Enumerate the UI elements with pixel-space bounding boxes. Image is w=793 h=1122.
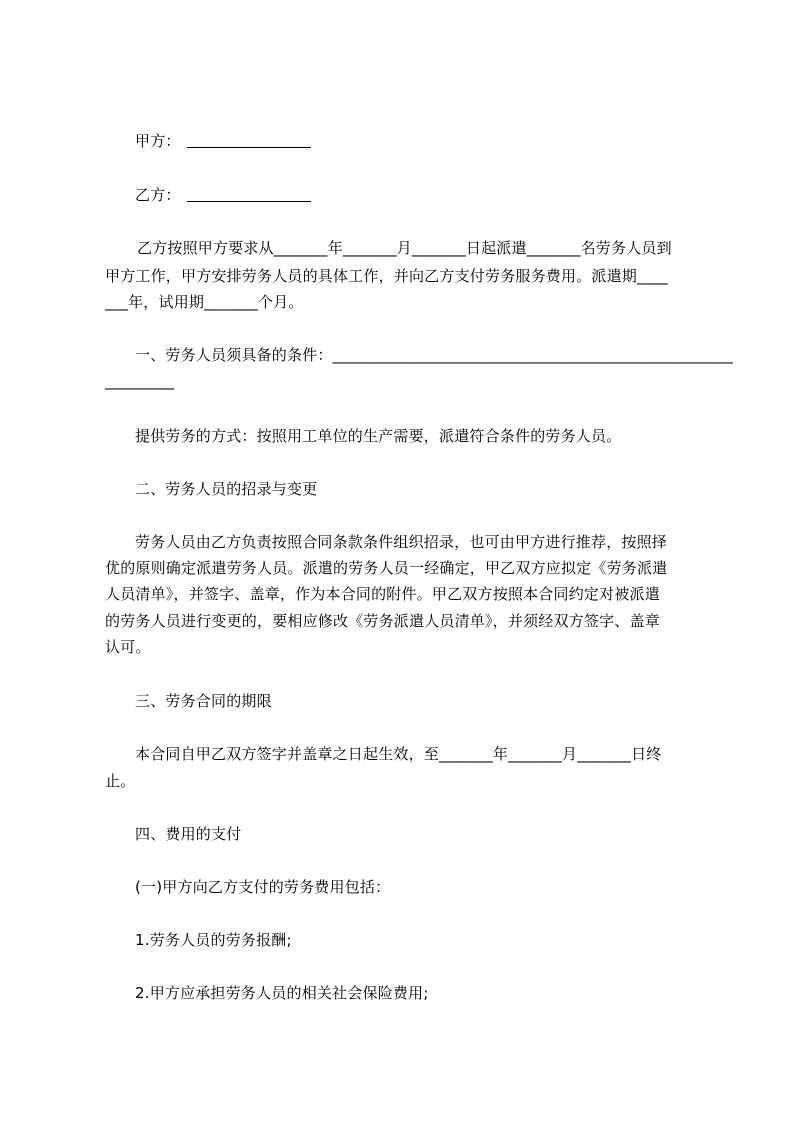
party-a-blank[interactable] <box>187 147 311 148</box>
section-3-line-2: 止。 <box>105 772 136 790</box>
section-2-line-2: 优的原则确定派遣劳务人员。派遣的劳务人员一经确定，甲乙双方应拟定《劳务派遣 <box>105 559 668 577</box>
section-2-line-3: 人员清单》，并签字、盖章，作为本合同的附件。甲乙双方按照本合同约定对被派遣 <box>105 585 660 603</box>
section-2-line-4: 的劳务人员进行变更的，要相应修改《劳务派遣人员清单》，并须经双方签字、盖章 <box>105 612 660 630</box>
party-b-label: 乙方： <box>135 186 181 204</box>
intro-line-3: ___年，试用期_______个月。 <box>105 293 304 311</box>
section-4-item-1: 1.劳务人员的劳务报酬; <box>135 931 292 949</box>
section-4-item-2: 2.甲方应承担劳务人员的相关社会保险费用; <box>135 984 429 1002</box>
section-3-heading: 三、劳务合同的期限 <box>135 692 272 710</box>
section-4-heading: 四、费用的支付 <box>135 825 242 843</box>
section-1-line-2: _________ <box>105 372 175 390</box>
party-b-blank[interactable] <box>187 201 311 202</box>
section-1-line-1: 一、劳务人员须具备的条件：____________________________________________________ <box>135 346 734 364</box>
section-4-subheading: (一)甲方向乙方支付的劳务费用包括： <box>135 878 391 896</box>
section-2-line-1: 劳务人员由乙方负责按照合同条款条件组织招录，也可由甲方进行推荐，按照择 <box>135 533 668 551</box>
party-a-label: 甲方： <box>135 132 181 150</box>
section-3-line-1: 本合同自甲乙双方签字并盖章之日起生效，至_______年_______月_______日终 <box>135 745 662 763</box>
intro-line-2: 甲方工作，甲方安排劳务人员的具体工作，并向乙方支付劳务服务费用。派遣期____ <box>105 267 668 285</box>
section-2-line-5: 认可。 <box>105 638 151 656</box>
service-method-text: 提供劳务的方式：按照用工单位的生产需要，派遣符合条件的劳务人员。 <box>135 427 622 445</box>
intro-line-1: 乙方按照甲方要求从_______年_______月_______日起派遣_______名劳务人员到 <box>137 239 672 257</box>
section-2-heading: 二、劳务人员的招录与变更 <box>135 480 318 498</box>
